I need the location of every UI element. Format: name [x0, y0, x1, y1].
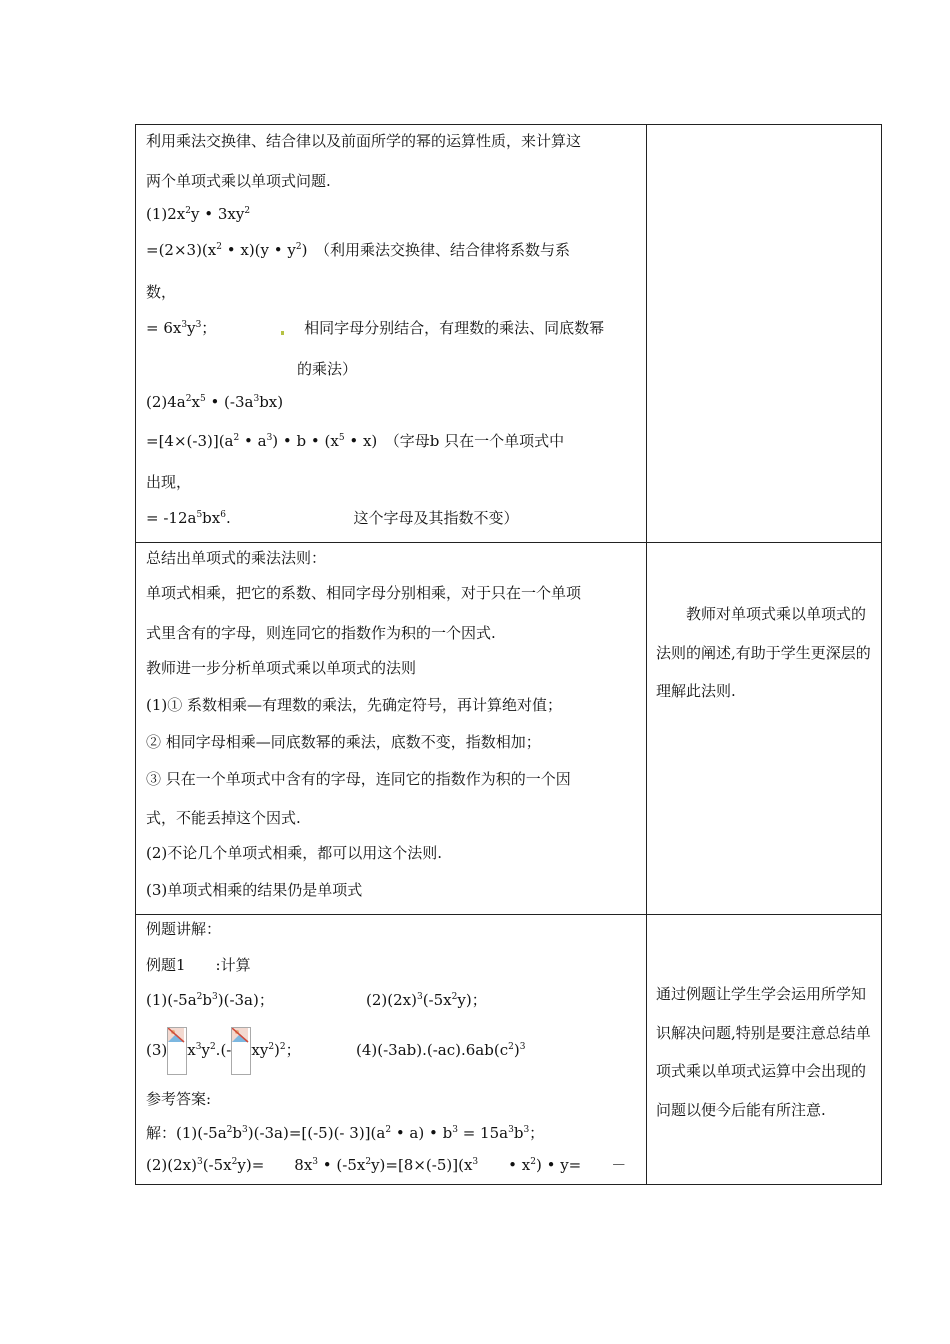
text-line: 参考答案:: [146, 1090, 212, 1108]
formula-line: $(2)(2x)^3(-5x^2y)$；: [366, 991, 487, 1009]
row2-side-cell: [647, 543, 882, 915]
formula-line: $(1)2x^2y$ • $3xy^2$: [146, 205, 251, 223]
row1-side-cell: [647, 125, 882, 543]
formula-line: = $6x^3y^3$； 相同字母分别结合，有理数的乘法、同底数幂: [146, 319, 605, 337]
text-line: 两个单项式乘以单项式问题.: [146, 172, 331, 190]
side-note: 通过例题让学生学会运用所学知识解决问题,特别是要注意总结单项式乘以单项式运算中会出现的问题以便今后能有所注意.: [656, 985, 871, 1119]
text-line: 利用乘法交换律、结合律以及前面所学的幂的运算性质，来计算这: [146, 132, 582, 150]
formula-line: $(4)(-3ab).(-ac).6ab(c^2)^3$: [356, 1041, 526, 1059]
formula-line: (3) $x^3y^2.(-$ $xy^2)^2$；: [146, 1025, 301, 1075]
row1-main-cell: [136, 125, 647, 543]
section-heading: 总结出单项式的乘法法则：: [146, 549, 327, 567]
row3-side-cell: [647, 915, 882, 1185]
text-line: 教师进一步分析单项式乘以单项式的法则: [146, 659, 417, 677]
text-line: (2)不论几个单项式相乘，都可以用这个法则.: [146, 844, 443, 862]
text-line: 的乘法）: [297, 360, 358, 378]
broken-image-icon: [167, 1027, 187, 1075]
text-line: (3)单项式相乘的结果仍是单项式: [146, 881, 363, 899]
text-line: (1)① 系数相乘—有理数的乘法，先确定符号，再计算绝对值；: [146, 696, 563, 714]
section-heading: 例题讲解：: [146, 920, 222, 938]
side-note: 教师对单项式乘以单项式的法则的阐述,有助于学生更深层的理解此法则.: [656, 605, 871, 700]
formula-line: $=[4\times(-3)](a^2$ • $a^3$) • b • ($x^5$ • x) （字母b 只在一个单项式中: [146, 432, 565, 450]
text-line: ③ 只在一个单项式中含有的字母，连同它的指数作为积的一个因: [146, 770, 571, 788]
formula-line: $(2)(2x)^3(-5x^2y)=$ $8x^3$ • $(-5x^2y)=[8\times(-5)](x^3$ • $x^2$) • y= －: [146, 1156, 627, 1174]
broken-image-icon: [231, 1027, 251, 1075]
text-line: 式里含有的字母，则连同它的指数作为积的一个因式.: [146, 624, 496, 642]
text-line: 数，: [146, 283, 177, 301]
lesson-table: [135, 124, 882, 1185]
text-line: 式，不能丢掉这个因式.: [146, 809, 301, 827]
formula-line: $(2)4a^2x^5$ • $(-3a^3bx)$: [146, 393, 284, 411]
text-line: 出现，: [146, 473, 192, 491]
row3-main-cell: [136, 915, 647, 1185]
formula-line: 解：$(1)(-5a^2b^3)(-3a)=[(-5)(-$ $3)](a^2$ • a) • $b^3 = 15a^3b^3$；: [146, 1124, 545, 1142]
formula-line: = $-12a^5bx^6$. 这个字母及其指数不变）: [146, 509, 519, 527]
formula-line: $=(2\times 3)(x^2$ • x)(y • $y^2$) （利用乘法交换律、结合律将系数与系: [146, 241, 570, 259]
text-line: 例题1 :计算: [146, 956, 251, 974]
artifact-mark: [281, 331, 284, 335]
text-line: 单项式相乘，把它的系数、相同字母分别相乘，对于只在一个单项: [146, 584, 582, 602]
formula-line: $(1)(-5a^2b^3)(-3a)$；: [146, 991, 274, 1009]
row2-main-cell: [136, 543, 647, 915]
text-line: ② 相同字母相乘—同底数幂的乘法，底数不变，指数相加；: [146, 733, 541, 751]
